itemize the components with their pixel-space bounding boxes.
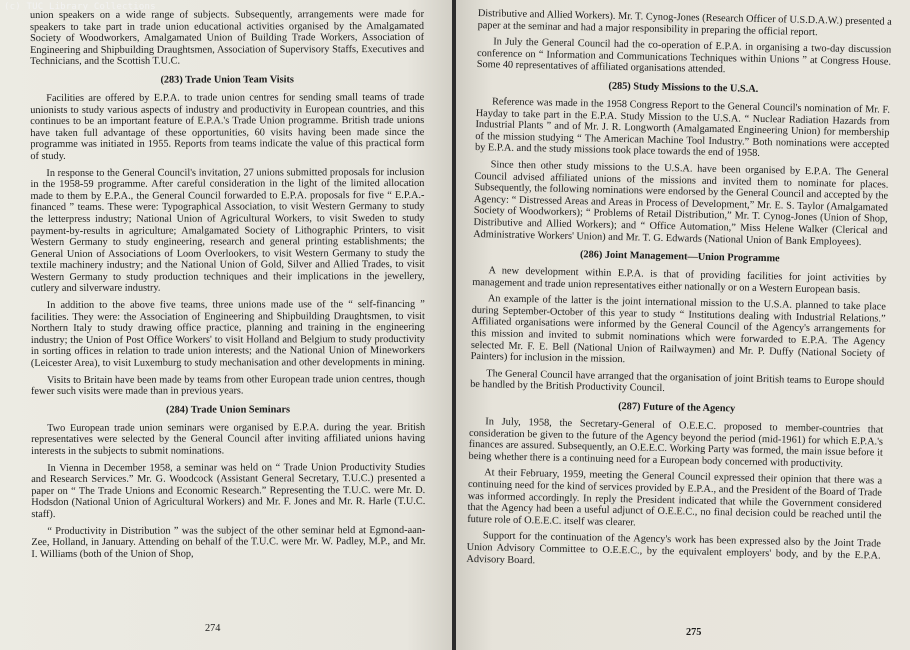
paragraph: In Vienna in December 1958, a seminar was held on “ Trade Union Productivity Studies and Research Services.” Mr. G. Woodcock (Assistant General Secretary, T.U.C.) presented a paper on “ The Trade Unions and Economic Research.” Representing the T.U.C. were Mr. D. Hodsdon (National Union of Agricultural Workers) and Mr. F. Jones and Mr. R. Harle (T.U.C. staff). — [31, 461, 426, 520]
left-page — [0, 0, 452, 650]
right-page-column — [466, 8, 892, 574]
paragraph: union speakers on a wide range of subjects. Subsequently, arrangements were made for speakers to take part in trade union educational activities organised by the Amalgamated Society of Woodworkers, Amalgamated Union of Building Trade Workers, Association of Engineering and Shipbuilding Draughtsmen, Association of Supervisory Staffs, Executives and Technicians, and the Scottish T.U.C. — [30, 8, 425, 68]
paragraph: In July the General Council had the co-operation of E.P.A. in organising a two-day discussion conference on “ Information and Communications Techniques within Unions ” at Congress House. Some 40 representatives of affiliated organisations attended. — [476, 36, 892, 76]
paragraph: An example of the latter is the joint international mission to the U.S.A. planned to take place during September-October of this year to study “ Institutions dealing with Industrial Relations.” Affiliated organisations were informed by the General Council of the Agency's arrangements for this mission and invited to submit nominations which were forwarded to E.P.A. The Agency selected Mr. F. E. Bell (National Union of Railwaymen) and Mr. P. Duffy (National Society of Painters) for inclusion in the mission. — [470, 293, 886, 366]
section-heading: (283) Trade Union Team Visits — [160, 74, 294, 86]
paragraph: In July, 1958, the Secretary-General of O.E.E.C. proposed to member-countries that consideration be given to the future of the Agency beyond the period (mid-1961) for which E.P.A.'s finances are assured. Subsequently, an O.E.E.C. Working Party was formed, the main issue before it being whether there is a continuing need for a European body concerned with productivity. — [468, 416, 884, 470]
paragraph: Visits to Britain have been made by teams from other European trade union centres, though fewer such visits were made than in previous years. — [30, 373, 425, 398]
left-page-number: 274 — [205, 623, 221, 634]
section-heading: (284) Trade Union Seminars — [166, 404, 291, 416]
paragraph: Distributive and Allied Workers). Mr. T. Cynog-Jones (Research Officer of U.S.D.A.W.) presented a paper at the seminar and had a major responsibility in preparing the official report. — [477, 8, 892, 38]
watermark: (c) TUC Library Collections — [4, 2, 156, 12]
right-page — [456, 0, 910, 650]
paragraph: A new development within E.P.A. is that of providing facilities for joint activities by management and trade union representatives either nationally or on a Western European basis. — [472, 265, 887, 296]
paragraph: In response to the General Council's invitation, 27 unions submitted proposals for inclusion in the 1958-59 programme. After careful consideration in the light of the limited allocation made to them by E.P.A., the General Council forwarded to E.P.A. proposals for five “ E.P.A.-financed ” teams. These were: Typographical Association, to visit Western Germany to study the letterpress industry; National Union of Agricultural Workers, to visit Sweden to study payment-by-results in agriculture; Amalgamated Society of Lithographic Printers, to visit Western Germany to study engineering, research and general printing establishments; the General Union of Associations of Loom Overlookers, to visit Western Germany to study the textile machinery industry; and the National Union of Gold, Silver and Allied Trades, to visit Western Germany to study production techniques and their implications in the jewellery, cutlery and silverware industry. — [30, 166, 425, 295]
paragraph: Since then other study missions to the U.S.A. have been organised by E.P.A. The General Council advised affiliated unions of the missions and invited them to nominate for places. Subsequently, the following nominations were endorsed by the General Council and accepted by the Agency: “ Distressed Areas and Areas in Process of Development,” Mr. E. S. Taylor (Amalgamated Society of Woodworkers); “ Problems of Retail Distribution,” Mr. T. Cynog-Jones (Union of Shop, Distributive and Allied Workers); and “ Office Automation,” Miss Helene Walker (Clerical and Administrative Workers' Union) and Mr. T. G. Edwards (National Union of Bank Employees). — [473, 159, 889, 248]
section-heading: (286) Joint Management—Union Programme — [579, 249, 780, 265]
paragraph: Facilities are offered by E.P.A. to trade union centres for sending small teams of trade unionists to study various aspects of industry and productivity in European countries, and this continues to be an important feature of E.P.A.'s Trade Union programme. British trade unions have taken full advantage of these opportunities, 60 visits having been made since the programme was initiated in 1955. Reports from teams indicate the value of this practical form of study. — [30, 91, 425, 162]
paragraph: In addition to the above five teams, three unions made use of the “ self-financing ” facilities. They were: the Association of Engineering and Shipbuilding Draughtsmen, to visit Northern Italy to study drawing office practice, planning and training in the engineering industry; the Union of Post Office Workers' to visit Holland and Belgium to study productivity in sorting offices in relation to trade union interests; and the National Union of Mineworkers (Leicester Area), to visit Luxemburg to study mechanisation and other developments in mining. — [30, 299, 425, 370]
paragraph: Reference was made in the 1958 Congress Report to the General Council's nomination of Mr. F. Hayday to take part in the E.P.A. Study Mission to the U.S.A. “ Nuclear Radiation Hazards from Industrial Plants ” and of Mr. J. R. Longworth (Amalgamated Engineering Union) for membership of the mission studying “ The American Machine Tool Industry.” Both nominations were accepted by E.P.A. and the study missions took place towards the end of 1958. — [474, 96, 891, 160]
section-heading: (285) Study Missions to the U.S.A. — [608, 80, 759, 95]
paragraph: At their February, 1959, meeting the General Council expressed their opinion that there was a continuing need for the kind of services provided by E.P.A., and the President of the Board of Trade was informed accordingly. In reply the President indicated that while the Government considered that the Agency had been a useful adjunct of O.E.E.C., no final decision could be reached until the future role of O.E.E.C. itself was clearer. — [467, 467, 883, 529]
section-heading: (287) Future of the Agency — [618, 401, 736, 415]
paragraph: Support for the continuation of the Agency's work has been expressed also by the Joint Trade Union Advisory Committee to O.E.E.C., by the equivalent employers' body, and by the E.P.A. Advisory Board. — [466, 530, 881, 566]
paragraph: “ Productivity in Distribution ” was the subject of the other seminar held at Egmond-aan-Zee, Holland, in January. Attending on behalf of the T.U.C. were Mr. W. Padley, M.P., and Mr. I. Williams (both of the Union of Shop, — [31, 524, 426, 560]
left-page-column — [30, 9, 425, 560]
paragraph: The General Council have arranged that the organisation of joint British teams to Europe should be handled by the British Productivity Council. — [469, 368, 885, 395]
paragraph: Two European trade union seminars were organised by E.P.A. during the year. British representatives were selected by the General Council after inviting affiliated unions having interests in the subjects to submit nominations. — [31, 421, 426, 457]
right-page-number: 275 — [686, 627, 702, 638]
